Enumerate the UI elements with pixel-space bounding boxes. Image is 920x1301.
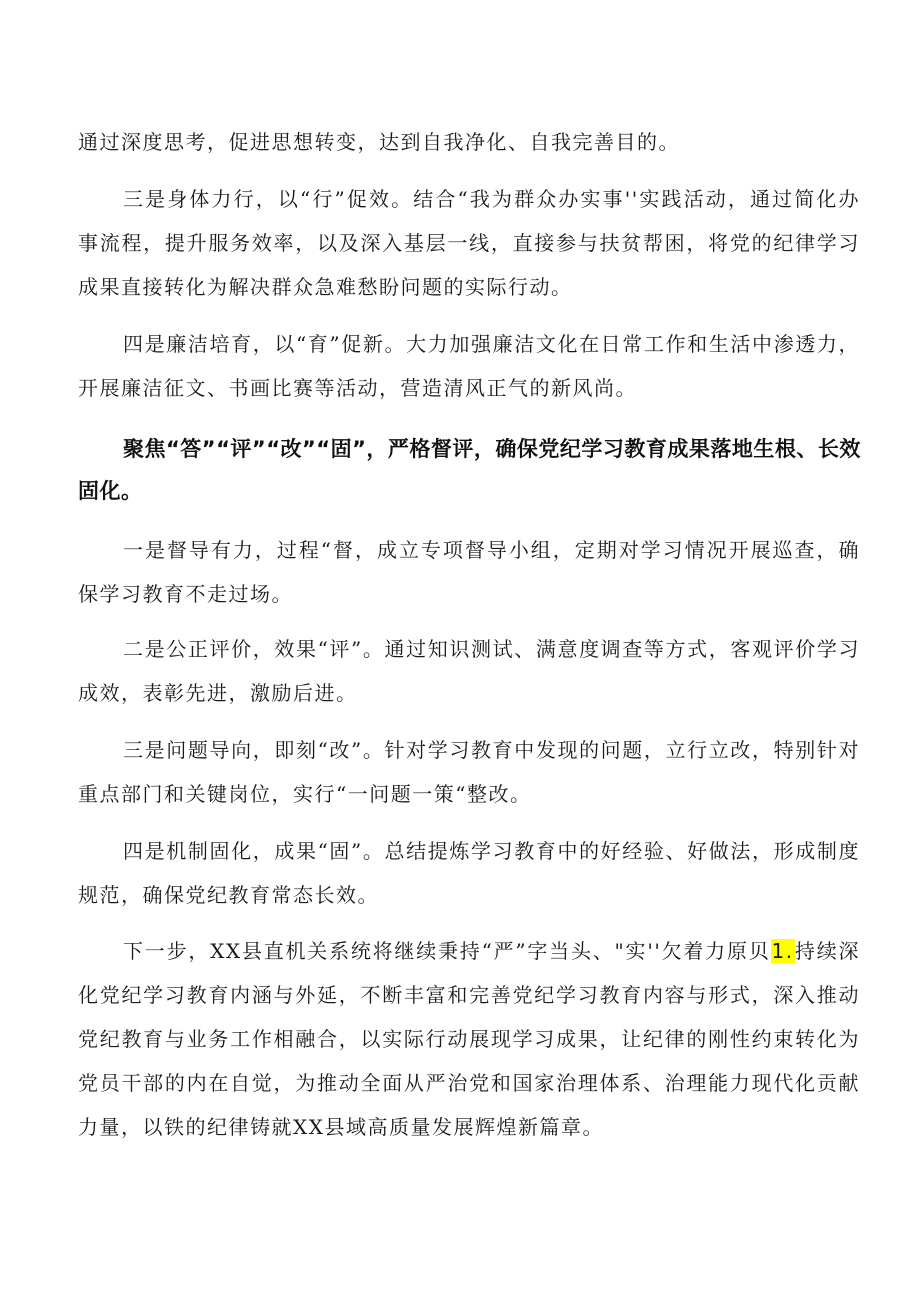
paragraph-rectification: 三是问题导向，即刻“改”。针对学习教育中发现的问题，立行立改，特别针对重点部门和关键岗位，实行“一问题一策“整改。 bbox=[78, 738, 860, 806]
paragraph-action-practice: 三是身体力行，以“行”促效。结合“我为群众办实事''实践活动，通过简化办事流程，提升服务效率，以及深入基层一线，直接参与扶贫帮困，将党的纪律学习成果直接转化为解决群众急难愁盼问题的实际行动。 bbox=[78, 187, 860, 299]
paragraph-next-steps bbox=[78, 929, 860, 1149]
paragraph-integrity-culture: 四是廉洁培育，以“育”促新。大力加强廉洁文化在日常工作和生活中渗透力，开展廉洁征文、书画比赛等活动，营造清风正气的新风尚。 bbox=[78, 332, 860, 400]
paragraph-reflection-ending: 通过深度思考，促进思想转变，达到自我净化、自我完善目的。 bbox=[78, 130, 680, 154]
section-heading: 聚焦“答”“评”“改”“固”，严格督评，确保党纪学习教育成果落地生根、长效固化。 bbox=[78, 437, 861, 503]
next-steps-text-end: 持续深化党纪学习教育内涵与外延，不断丰富和完善党纪学习教育内容与形式，深入推动党纪教育与业务工作相融合，以实际行动展现学习成果，让纪律的刚性约束转化为党员干部的内在自觉，为推动全面从严治党和国家治理体系、治理能力现代化贡献力量，以铁的纪律铸就XX县域高质量发展辉煌新篇章。 bbox=[78, 939, 861, 1139]
paragraph-evaluation: 二是公正评价，效果“评”。通过知识测试、满意度调查等方式，客观评价学习成效，表彰先进，激励后进。 bbox=[78, 637, 860, 705]
next-steps-text-start: 下一步，XX县直机关系统将继续秉持“严”字当头、"实''欠着力原贝 bbox=[123, 939, 771, 963]
highlighted-marker: 1. bbox=[771, 939, 794, 963]
paragraph-supervision: 一是督导有力，过程“督，成立专项督导小组，定期对学习情况开展巡查，确保学习教育不走过场。 bbox=[78, 538, 860, 606]
paragraph-institutionalization: 四是机制固化，成果“固”。总结提炼学习教育中的好经验、好做法，形成制度规范，确保党纪教育常态长效。 bbox=[78, 839, 860, 907]
